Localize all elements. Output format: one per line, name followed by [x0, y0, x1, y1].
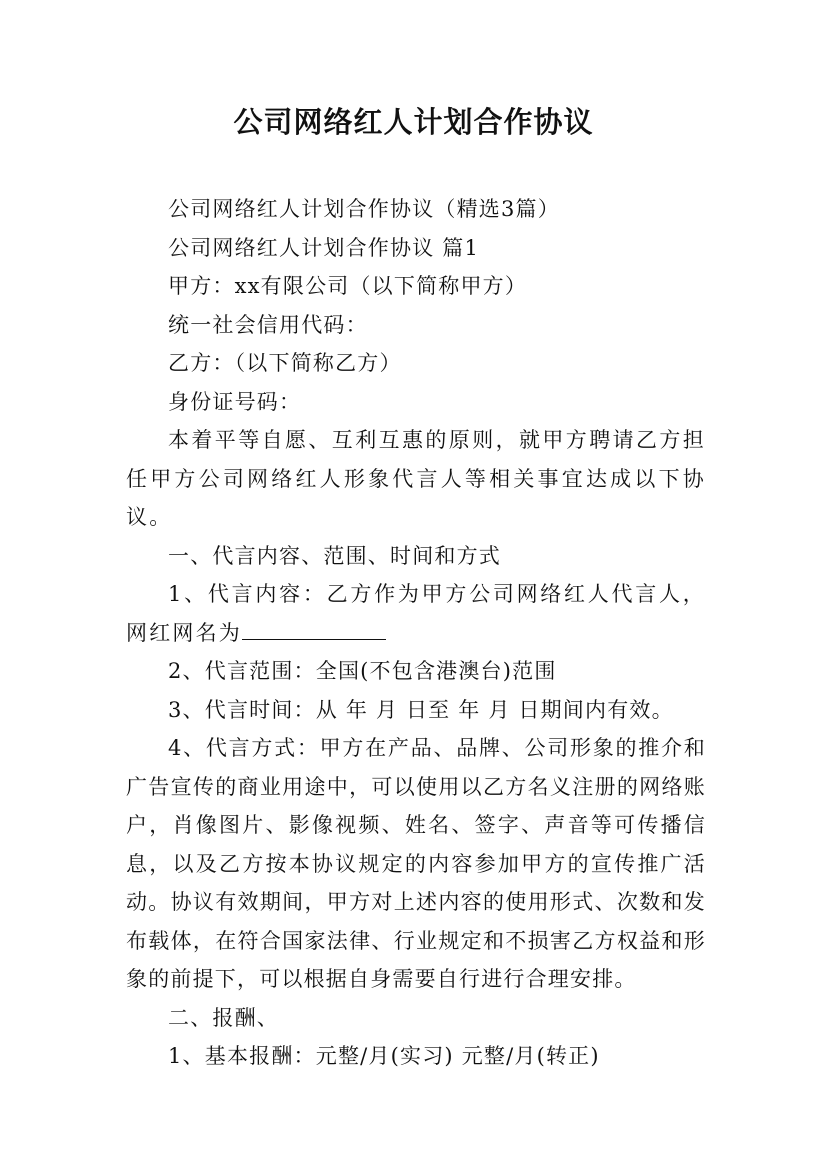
section-heading-remuneration: 二、报酬、: [168, 1005, 279, 1030]
paragraph-endorsement-content: [126, 575, 706, 652]
paragraph-endorsement-method: 4、代言方式：甲方在产品、品牌、公司形象的推介和广告宣传的商业用途中，可以使用以乙方名义注册的网络账户，肖像图片、影像视频、姓名、签字、声音等可传播信息，以及乙方按本协议规定的内容参加甲方的宣传推广活动。协议有效期间，甲方对上述内容的使用形式、次数和发布载体，在符合国家法律、行业规定和不损害乙方权益和形象的前提下，可以根据自身需要自行进行合理安排。: [126, 736, 706, 991]
paragraph-endorsement-scope: 2、代言范围：全国(不包含港澳台)范围: [168, 659, 557, 683]
paragraph-subtitle: 公司网络红人计划合作协议（精选3篇）: [168, 197, 560, 221]
paragraph-party-a: 甲方：xx有限公司（以下简称甲方）: [168, 274, 528, 298]
document-title: 公司网络红人计划合作协议: [233, 105, 594, 139]
section-heading-endorsement: 一、代言内容、范围、时间和方式: [168, 543, 501, 568]
endorsement-content-text: 1、代言内容：乙方作为甲方公司网络红人代言人，网红网名为: [126, 582, 706, 645]
blank-underline: [242, 615, 386, 640]
paragraph-id-number: 身份证号码：: [168, 389, 302, 414]
paragraph-endorsement-time: 3、代言时间：从 年 月 日至 年 月 日期间内有效。: [168, 697, 674, 722]
paragraph-preamble: 本着平等自愿、互利互惠的原则，就甲方聘请乙方担任甲方公司网络红人形象代言人等相关事宜达成以下协议。: [126, 428, 706, 529]
paragraph-part-heading: 公司网络红人计划合作协议 篇1: [168, 235, 480, 260]
paragraph-party-b: 乙方：（以下简称乙方）: [168, 351, 402, 375]
document-body: [126, 190, 706, 1076]
paragraph-credit-code: 统一社会信用代码：: [168, 312, 368, 337]
paragraph-base-pay: 1、基本报酬：元整/月(实习) 元整/月(转正): [168, 1044, 600, 1068]
